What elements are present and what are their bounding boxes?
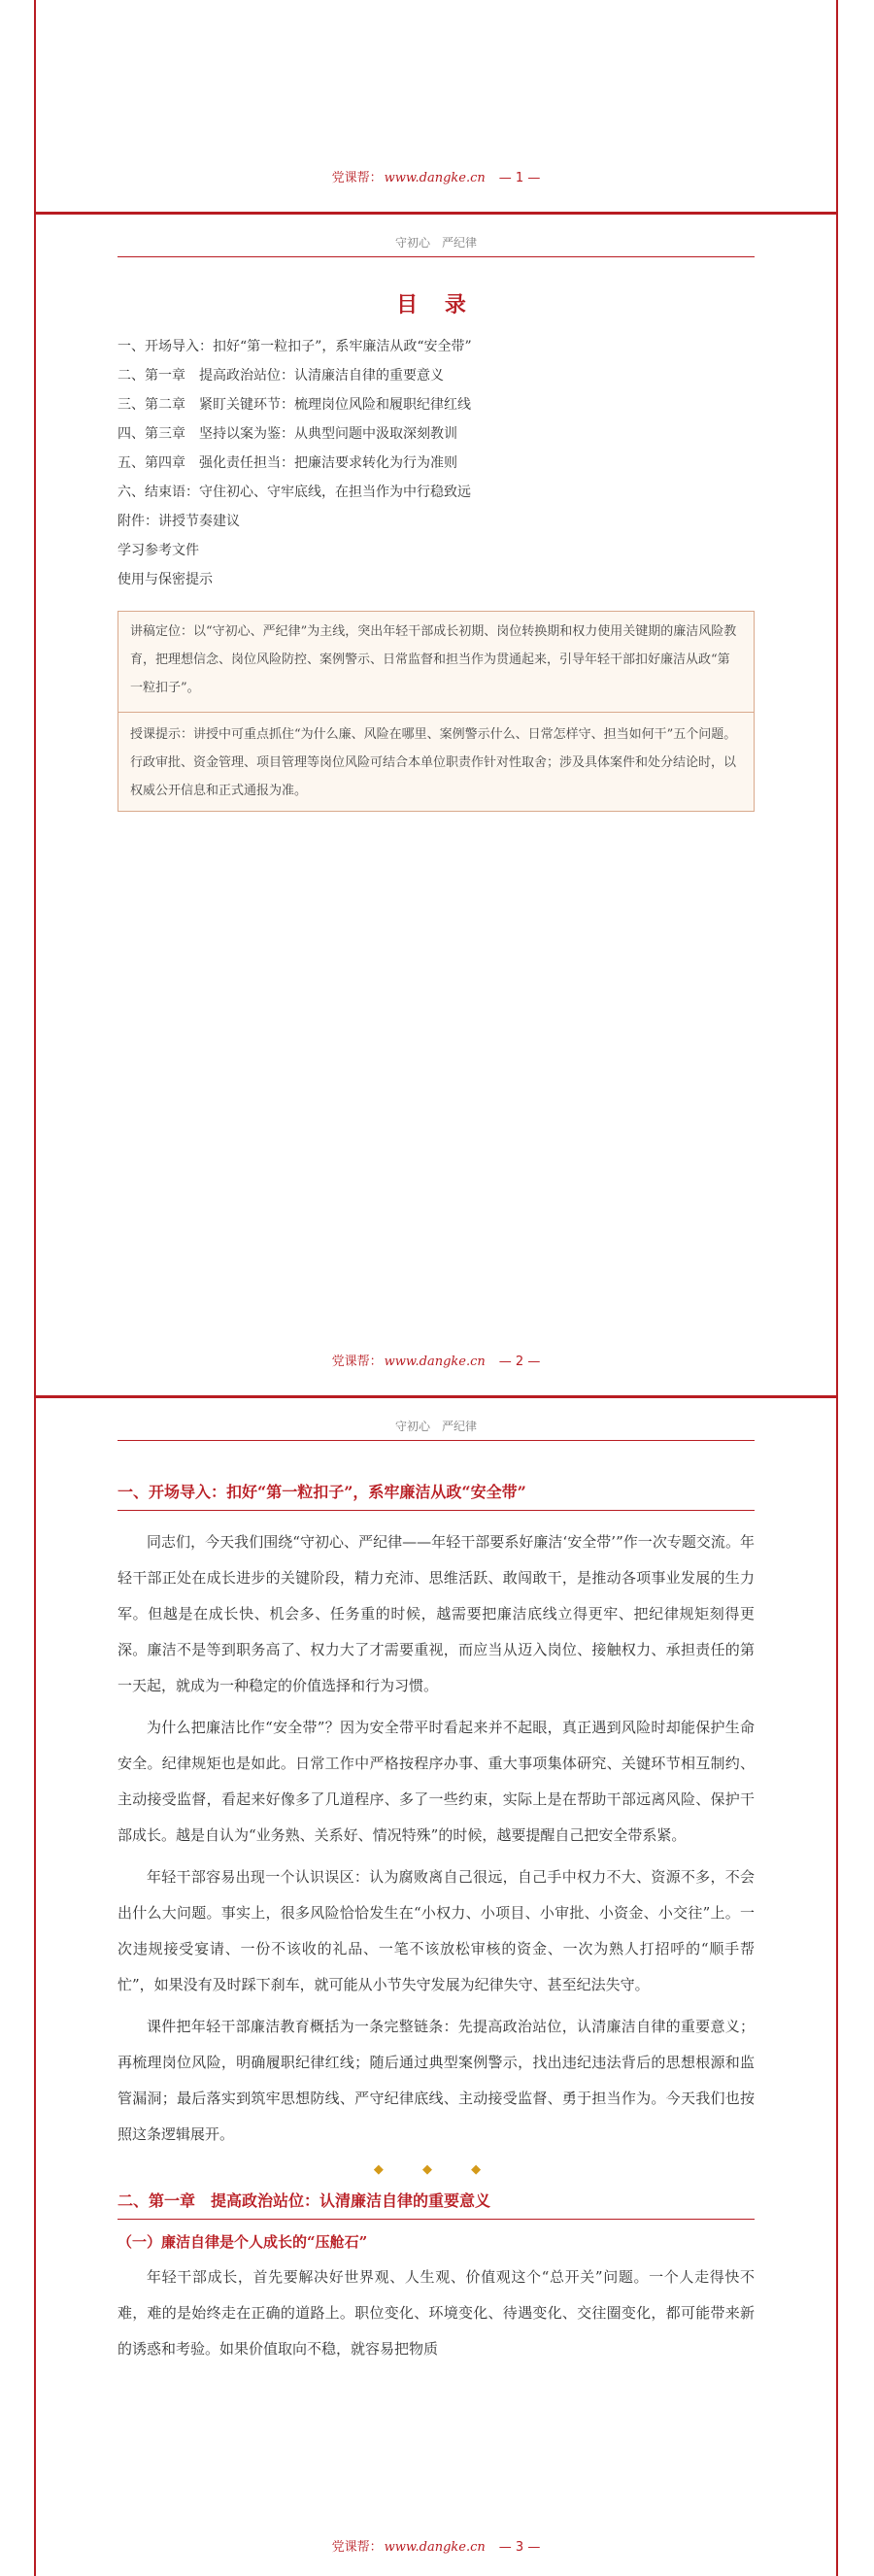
lecture-notes-box	[118, 611, 755, 812]
page-number: — 3 —	[498, 2540, 541, 2555]
page-1	[34, 0, 838, 212]
toc-item[interactable]: 三、第二章 紧盯关键环节：梳理岗位风险和履职纪律红线	[118, 397, 471, 413]
footer-label: 党课帮：	[331, 2540, 383, 2555]
toc-title: 目 录	[396, 292, 476, 318]
section-heading: 二、第一章 提高政治站位：认清廉洁自律的重要意义	[118, 2189, 755, 2220]
table-of-contents	[118, 332, 755, 594]
toc-item[interactable]: 四、第三章 坚持以案为鉴：从典型问题中汲取深刻教训	[118, 426, 457, 442]
footer-label: 党课帮：	[331, 1355, 383, 1369]
footer-url[interactable]: www.dangke.cn	[384, 171, 486, 185]
page-footer	[36, 1351, 836, 1369]
toc-item[interactable]: 五、第四章 强化责任担当：把廉洁要求转化为行为准则	[118, 455, 457, 471]
toc-item[interactable]: 二、第一章 提高政治站位：认清廉洁自律的重要意义	[118, 368, 444, 384]
body-paragraph: 年轻干部成长，首先要解决好世界观、人生观、价值观这个“总开关”问题。一个人走得快不难，难的是始终走在正确的道路上。职位变化、环境变化、待遇变化、交往圈变化，都可能带来新的诱惑和考验。如果价值取向不稳，就容易把物质	[118, 2268, 755, 2358]
body-paragraph: 同志们，今天我们围绕“守初心、严纪律——年轻干部要系好廉洁‘安全带’”作一次专题交流。年轻干部正处在成长进步的关键阶段，精力充沛、思维活跃、敢闯敢干，是推动各项事业发展的生力军。但越是在成长快、机会多、任务重的时候，越需要把廉洁底线立得更牢、把纪律规矩刻得更深。廉洁不是等到职务高了、权力大了才需要重视，而应当从迈入岗位、接触权力、承担责任的第一天起，就成为一种稳定的价值选择和行为习惯。	[118, 1533, 755, 1694]
page-number: — 1 —	[498, 171, 541, 185]
toc-item[interactable]: 六、结束语：守住初心、守牢底线，在担当作为中行稳致远	[118, 485, 471, 500]
section-divider-ornament: ◆ ◆ ◆	[373, 2162, 499, 2177]
toc-item[interactable]: 附件：讲授节奏建议	[118, 514, 240, 529]
page-number: — 2 —	[498, 1355, 541, 1369]
footer-url[interactable]: www.dangke.cn	[384, 1355, 486, 1369]
body-paragraph: 为什么把廉洁比作“安全带”？因为安全带平时看起来并不起眼，真正遇到风险时却能保护生命安全。纪律规矩也是如此。日常工作中严格按程序办事、重大事项集体研究、关键环节相互制约、主动接受监督，看起来好像多了几道程序、多了一些约束，实际上是在帮助干部远离风险、保护干部成长。越是自认为“业务熟、关系好、情况特殊”的时候，越要提醒自己把安全带系紧。	[118, 1719, 755, 1844]
footer-label: 党课帮：	[331, 171, 383, 185]
toc-item[interactable]: 一、开场导入：扣好“第一粒扣子”，系牢廉洁从政“安全带”	[118, 339, 472, 354]
page-footer	[36, 2532, 836, 2555]
toc-item[interactable]: 学习参考文件	[118, 543, 199, 558]
section-heading: 一、开场导入：扣好“第一粒扣子”，系牢廉洁从政“安全带”	[118, 1480, 755, 1511]
page-footer	[36, 167, 836, 185]
page-3	[34, 1398, 838, 2576]
footer-url[interactable]: www.dangke.cn	[384, 2540, 486, 2555]
teaching-tips-note: 授课提示：讲授中可重点抓住“为什么廉、风险在哪里、案例警示什么、日常怎样守、担当如何干”五个问题。行政审批、资金管理、项目管理等岗位风险可结合本单位职责作针对性取舍；涉及具体案件和处分结论时，以权威公开信息和正式通报为准。	[130, 727, 737, 798]
running-header: 守初心 严纪律	[118, 1418, 755, 1441]
note-divider	[118, 712, 754, 713]
section-1	[118, 1480, 755, 2367]
subsection-heading: （一）廉洁自律是个人成长的“压舱石”	[118, 2233, 368, 2251]
toc-item[interactable]: 使用与保密提示	[118, 572, 213, 587]
body-paragraph: 年轻干部容易出现一个认识误区：认为腐败离自己很远，自己手中权力不大、资源不多，不会出什么大问题。事实上，很多风险恰恰发生在“小权力、小项目、小审批、小资金、小交往”上。一次违规接受宴请、一份不该收的礼品、一笔不该放松审核的资金、一次为熟人打招呼的“顺手帮忙”，如果没有及时踩下刹车，就可能从小节失守发展为纪律失守、甚至纪法失守。	[118, 1868, 755, 1993]
page-2	[34, 215, 838, 1395]
body-paragraph: 课件把年轻干部廉洁教育概括为一条完整链条：先提高政治站位，认清廉洁自律的重要意义；再梳理岗位风险，明确履职纪律红线；随后通过典型案例警示，找出违纪违法背后的思想根源和监管漏洞；最后落实到筑牢思想防线、严守纪律底线、主动接受监督、勇于担当作为。今天我们也按照这条逻辑展开。	[118, 2018, 755, 2143]
running-header: 守初心 严纪律	[118, 234, 755, 257]
positioning-note: 讲稿定位：以“守初心、严纪律”为主线，突出年轻干部成长初期、岗位转换期和权力使用关键期的廉洁风险教育，把理想信念、岗位风险防控、案例警示、日常监督和担当作为贯通起来，引导年轻干部扣好廉洁从政“第一粒扣子”。	[130, 624, 737, 695]
